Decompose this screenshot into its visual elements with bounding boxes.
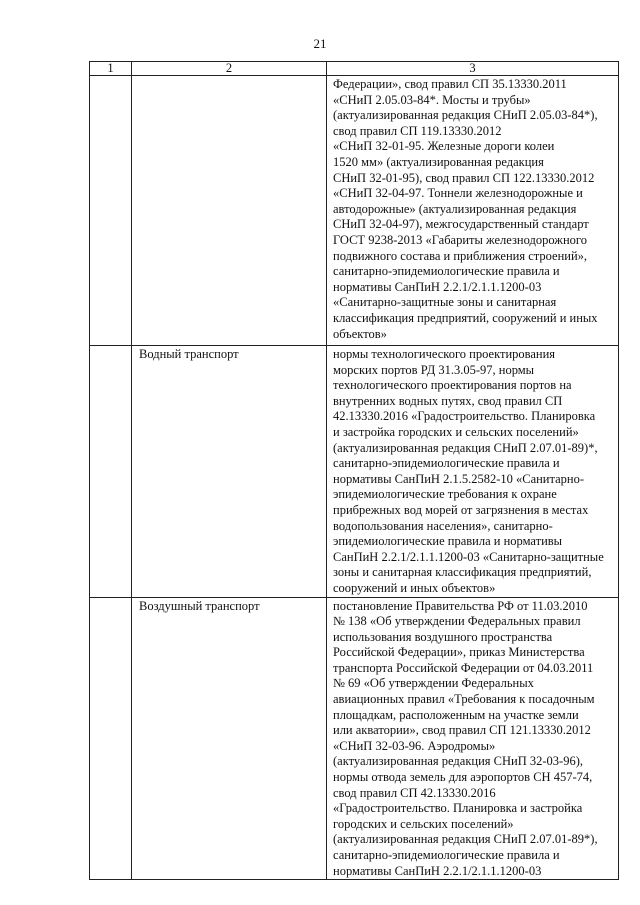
row-number-cell: [90, 76, 132, 346]
regulation-text-line: СанПиН 2.2.1/2.1.1.1200-03 «Санитарно-защитные: [333, 549, 604, 564]
regulations-cell: [327, 76, 619, 346]
row-number-cell: [90, 346, 132, 598]
regulation-text-line: площадкам, расположенным на участке земли: [333, 707, 579, 722]
regulation-text-line: (актуализированная редакция СНиП 2.07.01-89*),: [333, 832, 598, 847]
regulation-text-line: сооружений и иных объектов»: [333, 580, 496, 595]
regulation-text-line: 42.13330.2016 «Градостроительство. Планировка: [333, 409, 596, 424]
row-number-cell: [90, 597, 132, 880]
regulation-text-line: санитарно-эпидемиологические правила и: [333, 456, 560, 471]
table-row: [90, 76, 619, 346]
regulations-cell: [327, 597, 619, 880]
regulation-text-line: использования воздушного пространства: [333, 629, 553, 644]
regulation-text-line: ГОСТ 9238-2013 «Габариты железнодорожного: [333, 232, 587, 247]
regulation-text-line: санитарно-эпидемиологические правила и: [333, 264, 560, 279]
regulation-text-line: № 138 «Об утверждении Федеральных правил: [333, 614, 581, 629]
regulations-table: [89, 61, 619, 880]
regulation-text-line: постановление Правительства РФ от 11.03.2010: [333, 598, 588, 613]
regulation-text-line: нормы технологического проектирования: [333, 347, 556, 361]
regulation-text-line: внутренних водных путях, свод правил СП: [333, 393, 563, 408]
regulation-text-line: свод правил СП 42.13330.2016: [333, 785, 496, 800]
regulation-text-line: санитарно-эпидемиологические правила и: [333, 848, 560, 862]
regulation-text-line: автодорожные» (актуализированная редакция: [333, 201, 577, 216]
regulation-text-line: технологического проектирования портов на: [333, 378, 572, 393]
regulation-text-line: «Градостроительство. Планировка и застройка: [333, 801, 583, 816]
regulation-text-line: «СНиП 32-03-96. Аэродромы»: [333, 738, 496, 753]
transport-type-cell: Водный транспорт: [132, 346, 327, 598]
regulation-text-line: Российской Федерации», приказ Министерства: [333, 645, 585, 660]
regulation-text-line: «Санитарно-защитные зоны и санитарная: [333, 295, 557, 310]
regulation-text-line: нормы отвода земель для аэропортов СН 457-74,: [333, 770, 593, 785]
regulation-text-line: классификация предприятий, сооружений и иных: [333, 310, 598, 325]
table-row: [90, 597, 619, 880]
regulation-text-line: подвижного состава и приближения строений»,: [333, 248, 588, 263]
table-row: [90, 346, 619, 598]
regulation-text-line: и застройка городских и сельских поселений»: [333, 424, 579, 439]
regulation-text-line: зоны и санитарная классификация предприятий,: [333, 565, 592, 580]
regulation-text-line: СНиП 32-01-95), свод правил СП 122.13330.2012: [333, 170, 595, 185]
regulation-text-line: объектов»: [333, 326, 387, 341]
transport-type-cell: Воздушный транспорт: [132, 597, 327, 880]
regulation-text-line: 1520 мм» (актуализированная редакция: [333, 154, 544, 169]
regulation-text-line: нормативы СанПиН 2.2.1/2.1.1.1200-03: [333, 279, 542, 294]
regulation-text-line: (актуализированная редакция СНиП 32-03-96),: [333, 754, 583, 769]
regulation-text-line: (актуализированная редакция СНиП 2.07.01-89)*,: [333, 440, 598, 455]
regulation-text-line: морских портов РД 31.3.05-97, нормы: [333, 362, 535, 377]
transport-type-cell: [132, 76, 327, 346]
regulation-text-line: эпидемиологические требования к охране: [333, 487, 557, 502]
regulation-text-line: прибрежных вод морей от загрязнения в местах: [333, 502, 589, 517]
regulation-text-line: (актуализированная редакция СНиП 2.05.03-84*),: [333, 108, 598, 123]
header-cell-2: 2: [132, 62, 327, 76]
regulation-text-line: «СНиП 2.05.03-84*. Мосты и трубы»: [333, 92, 531, 107]
regulation-text-line: нормативы СанПиН 2.1.5.2582-10 «Санитарно-: [333, 471, 585, 486]
regulation-text-line: авиационных правил «Требования к посадочным: [333, 692, 595, 707]
regulation-text-line: нормативы СанПиН 2.2.1/2.1.1.1200-03: [333, 863, 542, 878]
regulation-text-line: эпидемиологические правила и нормативы: [333, 534, 563, 549]
header-cell-3: 3: [327, 62, 619, 76]
regulation-text-line: свод правил СП 119.13330.2012: [333, 123, 502, 138]
regulation-text-line: водопользования населения», санитарно-: [333, 518, 553, 533]
page-number: 21: [313, 36, 327, 51]
table-header-row: [90, 62, 619, 76]
regulation-text-line: СНиП 32-04-97), межгосударственный стандарт: [333, 217, 589, 232]
regulation-text-line: «СНиП 32-01-95. Железные дороги колеи: [333, 139, 555, 154]
regulations-cell: [327, 346, 619, 598]
header-cell-1: 1: [90, 62, 132, 76]
regulation-text-line: транспорта Российской Федерации от 04.03.2011: [333, 660, 594, 675]
regulation-text-line: «СНиП 32-04-97. Тоннели железнодорожные и: [333, 186, 583, 201]
regulation-text-line: № 69 «Об утверждении Федеральных: [333, 676, 534, 691]
regulation-text-line: городских и сельских поселений»: [333, 816, 514, 831]
regulation-text-line: Федерации», свод правил СП 35.13330.2011: [333, 77, 567, 91]
regulation-text-line: или акватории», свод правил СП 121.13330.2012: [333, 723, 591, 738]
